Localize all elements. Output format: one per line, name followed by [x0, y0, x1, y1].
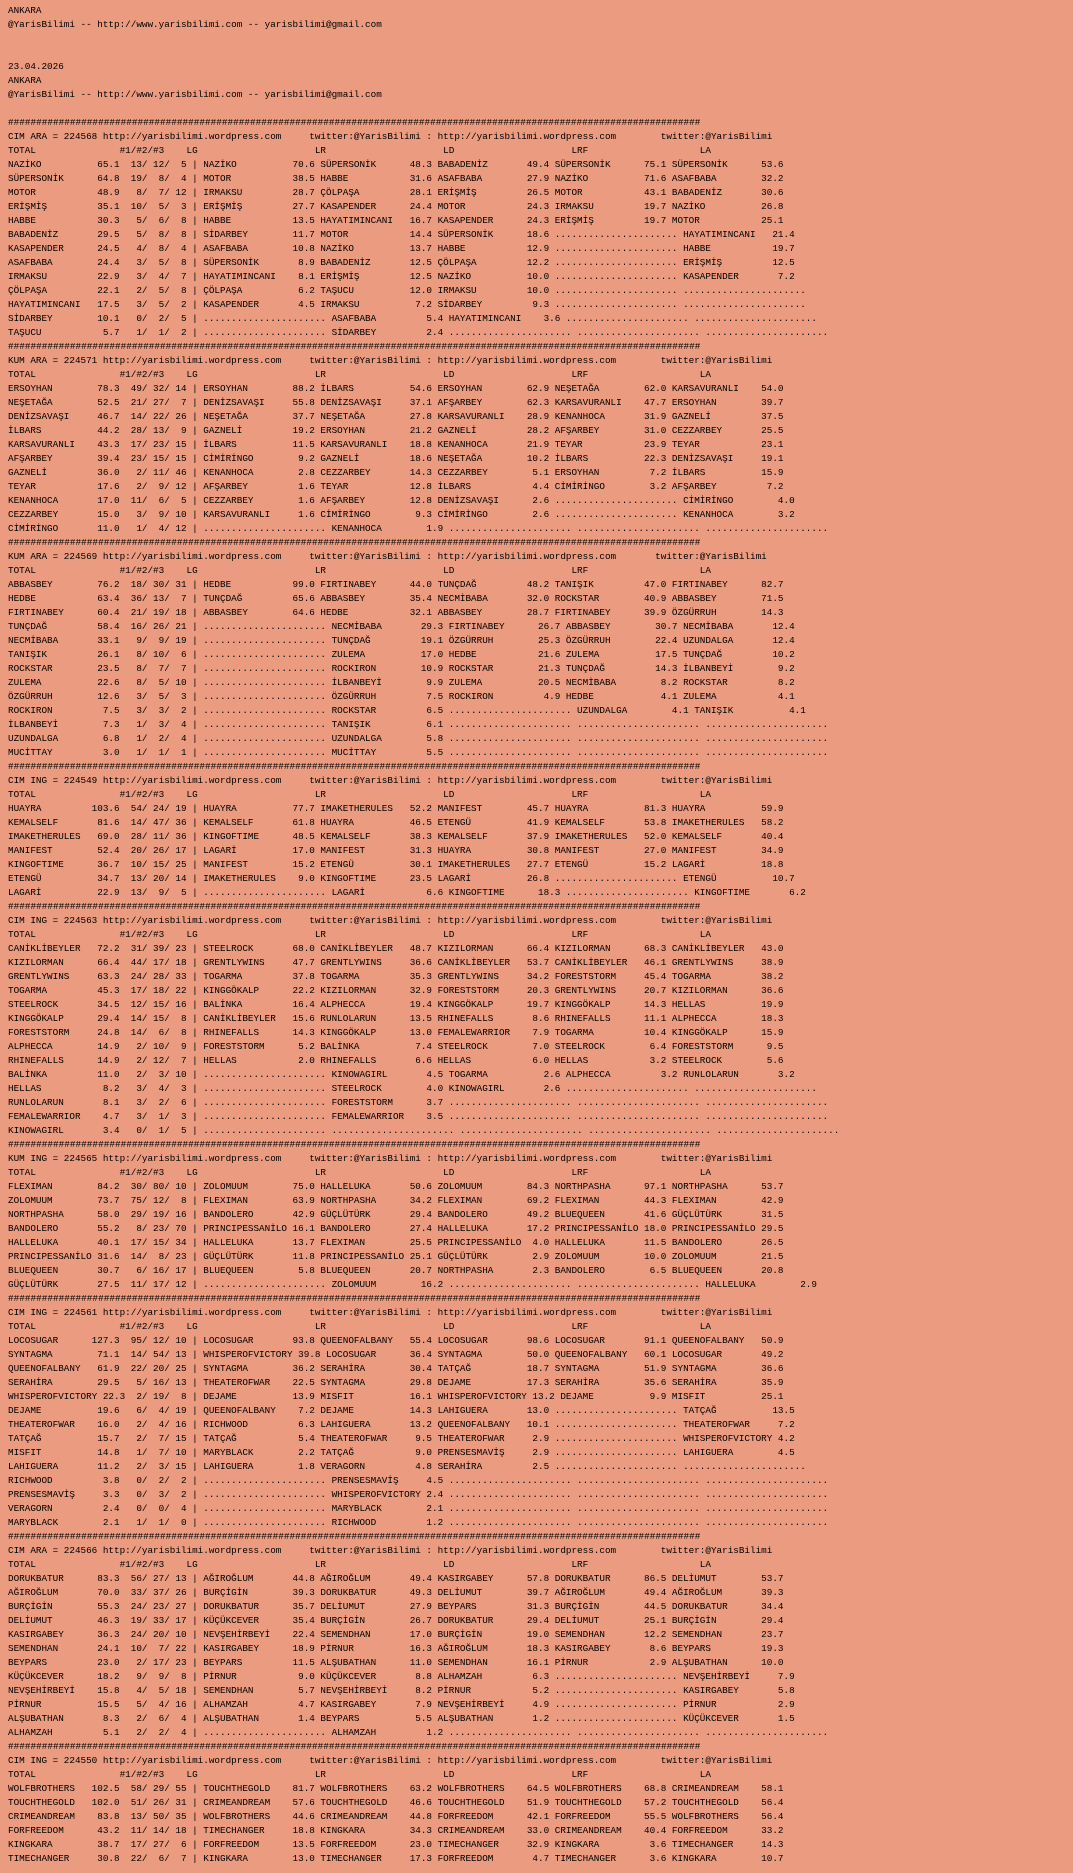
table-row: TOUCHTHEGOLD 102.0 51/ 26/ 31 | CRIMEANDREAM 57.6 TOUCHTHEGOLD 46.6 TOUCHTHEGOLD 51.9 TOUCHTHEGOLD 57.2 TOUCHTHEGOLD 56.4 [8, 1797, 784, 1808]
column-header-row: TOTAL #1/#2/#3 LG LR LD LRF LA [8, 789, 711, 800]
table-row: HAYATIMINCANI 17.5 3/ 5/ 2 | KASAPENDER 4.5 IRMAKSU 7.2 SİDARBEY 9.3 ...................... ...................... [8, 299, 806, 310]
table-row: FIRTINABEY 60.4 21/ 19/ 18 | ABBASBEY 64.6 HEDBE 32.1 ABBASBEY 28.7 FIRTINABEY 39.9 ÖZGÜRRUH 14.3 [8, 607, 784, 618]
table-row: KINGGÖKALP 29.4 14/ 15/ 8 | CANİKLİBEYLER 15.6 RUNLOLARUN 13.5 RHINEFALLS 8.6 RHINEFALLS 11.1 ALPHECCA 18.3 [8, 1013, 784, 1024]
column-header-row: TOTAL #1/#2/#3 LG LR LD LRF LA [8, 1321, 711, 1332]
table-row: TATÇAĞ 15.7 2/ 7/ 15 | TATÇAĞ 5.4 THEATEROFWAR 9.5 THEATEROFWAR 2.9 ...................... WHISPEROFVICTORY 4.2 [8, 1433, 795, 1444]
table-row: MANIFEST 52.4 20/ 26/ 17 | LAGARİ 17.0 MANIFEST 31.3 HUAYRA 30.8 MANIFEST 27.0 MANIFEST 34.9 [8, 845, 784, 856]
section-separator: ########################################################################################################################### [8, 537, 701, 548]
table-row: ASAFBABA 24.4 3/ 5/ 8 | SÜPERSONİK 8.9 BABADENİZ 12.5 ÇÖLPAŞA 12.2 ...................... ERİŞMİŞ 12.5 [8, 257, 795, 268]
table-row: TEYAR 17.6 2/ 9/ 12 | AFŞARBEY 1.6 TEYAR 12.8 İLBARS 4.4 CİMİRİNGO 3.2 AFŞARBEY 7.2 [8, 481, 784, 492]
header-line [8, 32, 1065, 46]
table-row: ERİŞMİŞ 35.1 10/ 5/ 3 | ERİŞMİŞ 27.7 KASAPENDER 24.4 MOTOR 24.3 IRMAKSU 19.7 NAZİKO 26.8 [8, 201, 784, 212]
table-row: THEATEROFWAR 16.0 2/ 4/ 16 | RICHWOOD 6.3 LAHIGUERA 13.2 QUEENOFALBANY 10.1 ...................... THEATEROFWAR 7.2 [8, 1419, 795, 1430]
table-row: BALİNKA 11.0 2/ 3/ 10 | ...................... KINOWAGIRL 4.5 TOGARMA 2.6 ALPHECCA 3.2 RUNLOLARUN 3.2 [8, 1069, 795, 1080]
race-section [8, 130, 1065, 340]
table-row: PİRNUR 15.5 5/ 4/ 16 | ALHAMZAH 4.7 KASIRGABEY 7.9 NEVŞEHİRBEYİ 4.9 ...................... PİRNUR 2.9 [8, 1699, 795, 1710]
section-separator: ########################################################################################################################### [8, 117, 701, 128]
table-row: DENİZSAVAŞI 46.7 14/ 22/ 26 | NEŞETAĞA 37.7 NEŞETAĞA 27.8 KARSAVURANLI 28.9 KENANHOCA 31.9 GAZNELİ 37.5 [8, 411, 784, 422]
table-row: MISFIT 14.8 1/ 7/ 10 | MARYBLACK 2.2 TATÇAĞ 9.0 PRENSESMAVİŞ 2.9 ...................... LAHIGUERA 4.5 [8, 1447, 795, 1458]
table-row: ÇÖLPAŞA 22.1 2/ 5/ 8 | ÇÖLPAŞA 6.2 TAŞUCU 12.0 IRMAKSU 10.0 ...................... ...................... [8, 285, 806, 296]
table-row: BANDOLERO 55.2 8/ 23/ 70 | PRINCIPESSANİLO 16.1 BANDOLERO 27.4 HALLELUKA 17.2 PRINCIPESSANİLO 18.0 PRINCIPESSANİLO 29.5 [8, 1223, 784, 1234]
section-title: CIM ARA = 224568 http://yarisbilimi.wordpress.com twitter:@YarisBilimi : http://yarisbilimi.wordpress.com twitter:@YarisBilimi [8, 131, 773, 142]
table-row: SYNTAGMA 71.1 14/ 54/ 13 | WHISPEROFVICTORY 39.8 LOCOSUGAR 36.4 SYNTAGMA 50.0 QUEENOFALBANY 60.1 LOCOSUGAR 49.2 [8, 1349, 784, 1360]
table-row: WHISPEROFVICTORY 22.3 2/ 19/ 8 | DEJAME 13.9 MISFIT 16.1 WHISPEROFVICTORY 13.2 DEJAME 9.9 MISFIT 25.1 [8, 1391, 784, 1402]
table-row: PRENSESMAVİŞ 3.3 0/ 3/ 2 | ...................... WHISPEROFVICTORY 2.4 ...................... ...................... ...................... [8, 1489, 829, 1500]
report-header [8, 4, 1065, 116]
table-row: STEELROCK 34.5 12/ 15/ 16 | BALİNKA 16.4 ALPHECCA 19.4 KINGGÖKALP 19.7 KINGGÖKALP 14.3 HELLAS 19.9 [8, 999, 784, 1010]
header-line [8, 102, 1065, 116]
table-row: KÜÇÜKCEVER 18.2 9/ 9/ 8 | PİRNUR 9.0 KÜÇÜKCEVER 8.8 ALHAMZAH 6.3 ...................... NEVŞEHİRBEYİ 7.9 [8, 1671, 795, 1682]
header-line: 23.04.2026 [8, 61, 64, 72]
section-title: KUM ING = 224565 http://yarisbilimi.wordpress.com twitter:@YarisBilimi : http://yarisbilimi.wordpress.com twitter:@YarisBilimi [8, 1153, 773, 1164]
table-row: CİMİRİNGO 11.0 1/ 4/ 12 | ...................... KENANHOCA 1.9 ...................... ...................... ...................... [8, 523, 829, 534]
table-row: HALLELUKA 40.1 17/ 15/ 34 | HALLELUKA 13.7 FLEXIMAN 25.5 PRINCIPESSANİLO 4.0 HALLELUKA 11.5 BANDOLERO 26.5 [8, 1237, 784, 1248]
table-row: KARSAVURANLI 43.3 17/ 23/ 15 | İLBARS 11.5 KARSAVURANLI 18.8 KENANHOCA 21.9 TEYAR 23.9 TEYAR 23.1 [8, 439, 784, 450]
table-row: NECMİBABA 33.1 9/ 9/ 19 | ...................... TUNÇDAĞ 19.1 ÖZGÜRRUH 25.3 ÖZGÜRRUH 22.4 UZUNDALGA 12.4 [8, 635, 795, 646]
column-header-row: TOTAL #1/#2/#3 LG LR LD LRF LA [8, 1559, 711, 1570]
table-row: MUCİTTAY 3.0 1/ 1/ 1 | ...................... MUCİTTAY 5.5 ...................... ...................... ...................... [8, 747, 829, 758]
table-row: DORUKBATUR 83.3 56/ 27/ 13 | AĞIROĞLUM 44.8 AĞIROĞLUM 49.4 KASIRGABEY 57.8 DORUKBATUR 86.5 DELİUMUT 53.7 [8, 1573, 784, 1584]
column-header-row: TOTAL #1/#2/#3 LG LR LD LRF LA [8, 929, 711, 940]
table-row: NEŞETAĞA 52.5 21/ 27/ 7 | DENİZSAVAŞI 55.8 DENİZSAVAŞI 37.1 AFŞARBEY 62.3 KARSAVURANLI 47.7 ERSOYHAN 39.7 [8, 397, 784, 408]
table-row: GAZNELİ 36.0 2/ 11/ 46 | KENANHOCA 2.8 CEZZARBEY 14.3 CEZZARBEY 5.1 ERSOYHAN 7.2 İLBARS 15.9 [8, 467, 784, 478]
table-row: KENANHOCA 17.0 11/ 6/ 5 | CEZZARBEY 1.6 AFŞARBEY 12.8 DENİZSAVAŞI 2.6 ...................... CİMİRİNGO 4.0 [8, 495, 795, 506]
table-row: CEZZARBEY 15.0 3/ 9/ 10 | KARSAVURANLI 1.6 CİMİRİNGO 9.3 CİMİRİNGO 2.6 ...................... KENANHOCA 3.2 [8, 509, 795, 520]
section-separator: ########################################################################################################################### [8, 1139, 701, 1150]
race-section [8, 1754, 1065, 1866]
table-row: ROCKIRON 7.5 3/ 3/ 2 | ...................... ROCKSTAR 6.5 ...................... UZUNDALGA 4.1 TANIŞIK 4.1 [8, 705, 806, 716]
table-row: MARYBLACK 2.1 1/ 1/ 0 | ...................... RICHWOOD 1.2 ...................... ...................... ...................... [8, 1517, 829, 1528]
table-row: MOTOR 48.9 8/ 7/ 12 | IRMAKSU 28.7 ÇÖLPAŞA 28.1 ERİŞMİŞ 26.5 MOTOR 43.1 BABADENİZ 30.6 [8, 187, 784, 198]
header-line: ANKARA [8, 5, 42, 16]
table-row: TOGARMA 45.3 17/ 18/ 22 | KINGGÖKALP 22.2 KIZILORMAN 32.9 FORESTSTORM 20.3 GRENTLYWINS 20.7 KIZILORMAN 36.6 [8, 985, 784, 996]
table-row: GÜÇLÜTÜRK 27.5 11/ 17/ 12 | ...................... ZOLOMUUM 16.2 ...................... ...................... HALLELUKA 2.9 [8, 1279, 817, 1290]
table-row: LAGARİ 22.9 13/ 9/ 5 | ...................... LAGARİ 6.6 KINGOFTIME 18.3 ...................... KINGOFTIME 6.2 [8, 887, 806, 898]
table-row: TUNÇDAĞ 58.4 16/ 26/ 21 | ...................... NECMİBABA 29.3 FIRTINABEY 26.7 ABBASBEY 30.7 NECMİBABA 12.4 [8, 621, 795, 632]
table-row: ROCKSTAR 23.5 8/ 7/ 7 | ...................... ROCKIRON 10.9 ROCKSTAR 21.3 TUNÇDAĞ 14.3 İLBANBEYİ 9.2 [8, 663, 795, 674]
section-title: KUM ARA = 224569 http://yarisbilimi.wordpress.com twitter:@YarisBilimi : http://yarisbilimi.wordpress.com twitter:@YarisBilimi [8, 551, 767, 562]
table-row: BEYPARS 23.0 2/ 17/ 23 | BEYPARS 11.5 ALŞUBATHAN 11.0 SEMENDHAN 16.1 PİRNUR 2.9 ALŞUBATHAN 10.0 [8, 1657, 784, 1668]
race-sections [8, 116, 1065, 1866]
table-row: SİDARBEY 10.1 0/ 2/ 5 | ...................... ASAFBABA 5.4 HAYATIMINCANI 3.6 ...................... ...................... [8, 313, 817, 324]
table-row: FORESTSTORM 24.8 14/ 6/ 8 | RHINEFALLS 14.3 KINGGÖKALP 13.0 FEMALEWARRIOR 7.9 TOGARMA 10.4 KINGGÖKALP 15.9 [8, 1027, 784, 1038]
table-row: NORTHPASHA 58.0 29/ 19/ 16 | BANDOLERO 42.9 GÜÇLÜTÜRK 29.4 BANDOLERO 49.2 BLUEQUEEN 41.6 GÜÇLÜTÜRK 31.5 [8, 1209, 784, 1220]
section-separator: ########################################################################################################################### [8, 901, 701, 912]
table-row: İLBARS 44.2 28/ 13/ 9 | GAZNELİ 19.2 ERSOYHAN 21.2 GAZNELİ 28.2 AFŞARBEY 31.0 CEZZARBEY 25.5 [8, 425, 784, 436]
table-row: AĞIROĞLUM 70.0 33/ 37/ 26 | BURÇİGİN 39.3 DORUKBATUR 49.3 DELİUMUT 39.7 AĞIROĞLUM 49.4 AĞIROĞLUM 39.3 [8, 1587, 784, 1598]
table-row: TANIŞIK 26.1 8/ 10/ 6 | ...................... ZULEMA 17.0 HEDBE 21.6 ZULEMA 17.5 TUNÇDAĞ 10.2 [8, 649, 795, 660]
header-line: @YarisBilimi -- http://www.yarisbilimi.com -- yarisbilimi@gmail.com [8, 19, 382, 30]
table-row: ZOLOMUUM 73.7 75/ 12/ 8 | FLEXIMAN 63.9 NORTHPASHA 34.2 FLEXIMAN 69.2 FLEXIMAN 44.3 FLEXIMAN 42.9 [8, 1195, 784, 1206]
race-section [8, 1544, 1065, 1740]
table-row: HEDBE 63.4 36/ 13/ 7 | TUNÇDAĞ 65.6 ABBASBEY 35.4 NECMİBABA 32.0 ROCKSTAR 40.9 ABBASBEY 71.5 [8, 593, 784, 604]
table-row: RUNLOLARUN 8.1 3/ 2/ 6 | ...................... FORESTSTORM 3.7 ...................... ...................... ...................... [8, 1097, 829, 1108]
table-row: RHINEFALLS 14.9 2/ 12/ 7 | HELLAS 2.0 RHINEFALLS 6.6 HELLAS 6.0 HELLAS 3.2 STEELROCK 5.6 [8, 1055, 784, 1066]
header-line [8, 46, 1065, 60]
table-row: İLBANBEYİ 7.3 1/ 3/ 4 | ...................... TANIŞIK 6.1 ...................... ...................... ...................... [8, 719, 829, 730]
table-row: BABADENİZ 29.5 5/ 8/ 8 | SİDARBEY 11.7 MOTOR 14.4 SÜPERSONİK 18.6 ...................... HAYATIMINCANI 21.4 [8, 229, 795, 240]
table-row: QUEENOFALBANY 61.9 22/ 20/ 25 | SYNTAGMA 36.2 SERAHİRA 30.4 TATÇAĞ 18.7 SYNTAGMA 51.9 SYNTAGMA 36.6 [8, 1363, 784, 1374]
section-separator: ########################################################################################################################### [8, 341, 701, 352]
race-section [8, 774, 1065, 900]
table-row: AFŞARBEY 39.4 23/ 15/ 15 | CİMİRİNGO 9.2 GAZNELİ 18.6 NEŞETAĞA 10.2 İLBARS 22.3 DENİZSAVAŞI 19.1 [8, 453, 784, 464]
table-row: IMAKETHERULES 69.0 28/ 11/ 36 | KINGOFTIME 48.5 KEMALSELF 38.3 KEMALSELF 37.9 IMAKETHERULES 52.0 KEMALSELF 40.4 [8, 831, 784, 842]
table-row: KINGOFTIME 36.7 10/ 15/ 25 | MANIFEST 15.2 ETENGÜ 30.1 IMAKETHERULES 27.7 ETENGÜ 15.2 LAGARİ 18.8 [8, 859, 784, 870]
table-row: ABBASBEY 76.2 18/ 30/ 31 | HEDBE 99.0 FIRTINABEY 44.0 TUNÇDAĞ 48.2 TANIŞIK 47.0 FIRTINABEY 82.7 [8, 579, 784, 590]
column-header-row: TOTAL #1/#2/#3 LG LR LD LRF LA [8, 1167, 711, 1178]
table-row: SERAHİRA 29.5 5/ 16/ 13 | THEATEROFWAR 22.5 SYNTAGMA 29.8 DEJAME 17.3 SERAHİRA 35.6 SERAHİRA 35.9 [8, 1377, 784, 1388]
column-header-row: TOTAL #1/#2/#3 LG LR LD LRF LA [8, 145, 711, 156]
table-row: NAZİKO 65.1 13/ 12/ 5 | NAZİKO 70.6 SÜPERSONİK 48.3 BABADENİZ 49.4 SÜPERSONİK 75.1 SÜPERSONİK 53.6 [8, 159, 784, 170]
table-row: DEJAME 19.6 6/ 4/ 19 | QUEENOFALBANY 7.2 DEJAME 14.3 LAHIGUERA 13.0 ...................... TATÇAĞ 13.5 [8, 1405, 795, 1416]
table-row: UZUNDALGA 6.8 1/ 2/ 4 | ...................... UZUNDALGA 5.8 ...................... ...................... ...................... [8, 733, 829, 744]
section-separator: ########################################################################################################################### [8, 1293, 701, 1304]
table-row: BURÇİGİN 55.3 24/ 23/ 27 | DORUKBATUR 35.7 DELİUMUT 27.9 BEYPARS 31.3 BURÇİGİN 44.5 DORUKBATUR 34.4 [8, 1601, 784, 1612]
table-row: FLEXIMAN 84.2 30/ 80/ 10 | ZOLOMUUM 75.0 HALLELUKA 50.6 ZOLOMUUM 84.3 NORTHPASHA 97.1 NORTHPASHA 53.7 [8, 1181, 784, 1192]
section-title: CIM ING = 224550 http://yarisbilimi.wordpress.com twitter:@YarisBilimi : http://yarisbilimi.wordpress.com twitter:@YarisBilimi [8, 1755, 773, 1766]
table-row: ALŞUBATHAN 8.3 2/ 6/ 4 | ALŞUBATHAN 1.4 BEYPARS 5.5 ALŞUBATHAN 1.2 ...................... KÜÇÜKCEVER 1.5 [8, 1713, 795, 1724]
table-row: CANİKLİBEYLER 72.2 31/ 39/ 23 | STEELROCK 68.0 CANİKLİBEYLER 48.7 KIZILORMAN 66.4 KIZILORMAN 68.3 CANİKLİBEYLER 43.0 [8, 943, 784, 954]
table-row: TIMECHANGER 30.8 22/ 6/ 7 | KINGKARA 13.0 TIMECHANGER 17.3 FORFREEDOM 4.7 TIMECHANGER 3.6 KINGKARA 10.7 [8, 1853, 784, 1864]
table-row: ALHAMZAH 5.1 2/ 2/ 4 | ...................... ALHAMZAH 1.2 ...................... ...................... ...................... [8, 1727, 829, 1738]
column-header-row: TOTAL #1/#2/#3 LG LR LD LRF LA [8, 1769, 711, 1780]
section-title: CIM ING = 224561 http://yarisbilimi.wordpress.com twitter:@YarisBilimi : http://yarisbilimi.wordpress.com twitter:@YarisBilimi [8, 1307, 773, 1318]
table-row: NEVŞEHİRBEYİ 15.8 4/ 5/ 18 | SEMENDHAN 5.7 NEVŞEHİRBEYİ 8.2 PİRNUR 5.2 ...................... KASIRGABEY 5.8 [8, 1685, 795, 1696]
table-row: BLUEQUEEN 30.7 6/ 16/ 17 | BLUEQUEEN 5.8 BLUEQUEEN 20.7 NORTHPASHA 2.3 BANDOLERO 6.5 BLUEQUEEN 20.8 [8, 1265, 784, 1276]
section-separator: ########################################################################################################################### [8, 1741, 701, 1752]
table-row: ZULEMA 22.6 8/ 5/ 10 | ...................... İLBANBEYİ 9.9 ZULEMA 20.5 NECMİBABA 8.2 ROCKSTAR 8.2 [8, 677, 795, 688]
table-row: KIZILORMAN 66.4 44/ 17/ 18 | GRENTLYWINS 47.7 GRENTLYWINS 36.6 CANİKLİBEYLER 53.7 CANİKLİBEYLER 46.1 GRENTLYWINS 38.9 [8, 957, 784, 968]
table-row: VERAGORN 2.4 0/ 0/ 4 | ...................... MARYBLACK 2.1 ...................... ...................... ...................... [8, 1503, 829, 1514]
table-row: IRMAKSU 22.9 3/ 4/ 7 | HAYATIMINCANI 8.1 ERİŞMİŞ 12.5 NAZİKO 10.0 ...................... KASAPENDER 7.2 [8, 271, 795, 282]
table-row: KEMALSELF 81.6 14/ 47/ 36 | KEMALSELF 61.8 HUAYRA 46.5 ETENGÜ 41.9 KEMALSELF 53.8 IMAKETHERULES 58.2 [8, 817, 784, 828]
header-line: ANKARA [8, 75, 42, 86]
table-row: HELLAS 8.2 3/ 4/ 3 | ...................... STEELROCK 4.0 KINOWAGIRL 2.6 ...................... ...................... [8, 1083, 817, 1094]
section-separator: ########################################################################################################################### [8, 761, 701, 772]
race-section [8, 550, 1065, 760]
column-header-row: TOTAL #1/#2/#3 LG LR LD LRF LA [8, 565, 711, 576]
section-separator: ########################################################################################################################### [8, 1531, 701, 1542]
table-row: SÜPERSONİK 64.8 19/ 8/ 4 | MOTOR 38.5 HABBE 31.6 ASAFBABA 27.9 NAZİKO 71.6 ASAFBABA 32.2 [8, 173, 784, 184]
section-title: CIM ARA = 224566 http://yarisbilimi.wordpress.com twitter:@YarisBilimi : http://yarisbilimi.wordpress.com twitter:@YarisBilimi [8, 1545, 773, 1556]
section-title: CIM ING = 224549 http://yarisbilimi.wordpress.com twitter:@YarisBilimi : http://yarisbilimi.wordpress.com twitter:@YarisBilimi [8, 775, 773, 786]
table-row: HABBE 30.3 5/ 6/ 8 | HABBE 13.5 HAYATIMINCANI 16.7 KASAPENDER 24.3 ERİŞMİŞ 19.7 MOTOR 25.1 [8, 215, 784, 226]
table-row: SEMENDHAN 24.1 10/ 7/ 22 | KASIRGABEY 18.9 PİRNUR 16.3 AĞIROĞLUM 18.3 KASIRGABEY 8.6 BEYPARS 19.3 [8, 1643, 784, 1654]
table-row: KASAPENDER 24.5 4/ 8/ 4 | ASAFBABA 10.8 NAZİKO 13.7 HABBE 12.9 ...................... HABBE 19.7 [8, 243, 795, 254]
table-row: ÖZGÜRRUH 12.6 3/ 5/ 3 | ...................... ÖZGÜRRUH 7.5 ROCKIRON 4.9 HEDBE 4.1 ZULEMA 4.1 [8, 691, 795, 702]
table-row: ETENGÜ 34.7 13/ 20/ 14 | IMAKETHERULES 9.0 KINGOFTIME 23.5 LAGARİ 26.8 ...................... ETENGÜ 10.7 [8, 873, 795, 884]
table-row: ALPHECCA 14.9 2/ 10/ 9 | FORESTSTORM 5.2 BALİNKA 7.4 STEELROCK 7.0 STEELROCK 6.4 FORESTSTORM 9.5 [8, 1041, 784, 1052]
table-row: FEMALEWARRIOR 4.7 3/ 1/ 3 | ...................... FEMALEWARRIOR 3.5 ...................... ...................... ...................... [8, 1111, 829, 1122]
table-row: RICHWOOD 3.8 0/ 2/ 2 | ...................... PRENSESMAVİŞ 4.5 ...................... ...................... ...................... [8, 1475, 829, 1486]
table-row: LOCOSUGAR 127.3 95/ 12/ 10 | LOCOSUGAR 93.8 QUEENOFALBANY 55.4 LOCOSUGAR 98.6 LOCOSUGAR 91.1 QUEENOFALBANY 50.9 [8, 1335, 784, 1346]
table-row: KINOWAGIRL 3.4 0/ 1/ 5 | ...................... ...................... ...................... ...................... ...................... [8, 1125, 840, 1136]
table-row: ERSOYHAN 78.3 49/ 32/ 14 | ERSOYHAN 88.2 İLBARS 54.6 ERSOYHAN 62.9 NEŞETAĞA 62.0 KARSAVURANLI 54.0 [8, 383, 784, 394]
section-title: KUM ARA = 224571 http://yarisbilimi.wordpress.com twitter:@YarisBilimi : http://yarisbilimi.wordpress.com twitter:@YarisBilimi [8, 355, 773, 366]
table-row: KINGKARA 38.7 17/ 27/ 6 | FORFREEDOM 13.5 FORFREEDOM 23.0 TIMECHANGER 32.9 KINGKARA 3.6 TIMECHANGER 14.3 [8, 1839, 784, 1850]
race-section [8, 914, 1065, 1138]
table-row: DELİUMUT 46.3 19/ 33/ 17 | KÜÇÜKCEVER 35.4 BURÇİGİN 26.7 DORUKBATUR 29.4 DELİUMUT 25.1 BURÇİGİN 29.4 [8, 1615, 784, 1626]
table-row: HUAYRA 103.6 54/ 24/ 19 | HUAYRA 77.7 IMAKETHERULES 52.2 MANIFEST 45.7 HUAYRA 81.3 HUAYRA 59.9 [8, 803, 784, 814]
table-row: LAHIGUERA 11.2 2/ 3/ 15 | LAHIGUERA 1.8 VERAGORN 4.8 SERAHİRA 2.5 ...................... ...................... [8, 1461, 806, 1472]
table-row: PRINCIPESSANİLO 31.6 14/ 8/ 23 | GÜÇLÜTÜRK 11.8 PRINCIPESSANİLO 25.1 GÜÇLÜTÜRK 2.9 ZOLOMUUM 10.0 ZOLOMUUM 21.5 [8, 1251, 784, 1262]
header-line: @YarisBilimi -- http://www.yarisbilimi.com -- yarisbilimi@gmail.com [8, 89, 382, 100]
table-row: CRIMEANDREAM 83.8 13/ 50/ 35 | WOLFBROTHERS 44.6 CRIMEANDREAM 44.8 FORFREEDOM 42.1 FORFREEDOM 55.5 WOLFBROTHERS 56.4 [8, 1811, 784, 1822]
race-section [8, 354, 1065, 536]
race-section [8, 1306, 1065, 1530]
table-row: GRENTLYWINS 63.3 24/ 28/ 33 | TOGARMA 37.8 TOGARMA 35.3 GRENTLYWINS 34.2 FORESTSTORM 45.4 TOGARMA 38.2 [8, 971, 784, 982]
race-section [8, 1152, 1065, 1292]
table-row: FORFREEDOM 43.2 11/ 14/ 18 | TIMECHANGER 18.8 KINGKARA 34.3 CRIMEANDREAM 33.0 CRIMEANDREAM 40.4 FORFREEDOM 33.2 [8, 1825, 784, 1836]
table-row: KASIRGABEY 36.3 24/ 20/ 10 | NEVŞEHİRBEYİ 22.4 SEMENDHAN 17.0 BURÇİGİN 19.0 SEMENDHAN 12.2 SEMENDHAN 23.7 [8, 1629, 784, 1640]
column-header-row: TOTAL #1/#2/#3 LG LR LD LRF LA [8, 369, 711, 380]
table-row: WOLFBROTHERS 102.5 58/ 29/ 55 | TOUCHTHEGOLD 81.7 WOLFBROTHERS 63.2 WOLFBROTHERS 64.5 WOLFBROTHERS 68.8 CRIMEANDREAM 58.1 [8, 1783, 784, 1794]
section-title: CIM ING = 224563 http://yarisbilimi.wordpress.com twitter:@YarisBilimi : http://yarisbilimi.wordpress.com twitter:@YarisBilimi [8, 915, 773, 926]
table-row: TAŞUCU 5.7 1/ 1/ 2 | ...................... SİDARBEY 2.4 ...................... ...................... ...................... [8, 327, 829, 338]
